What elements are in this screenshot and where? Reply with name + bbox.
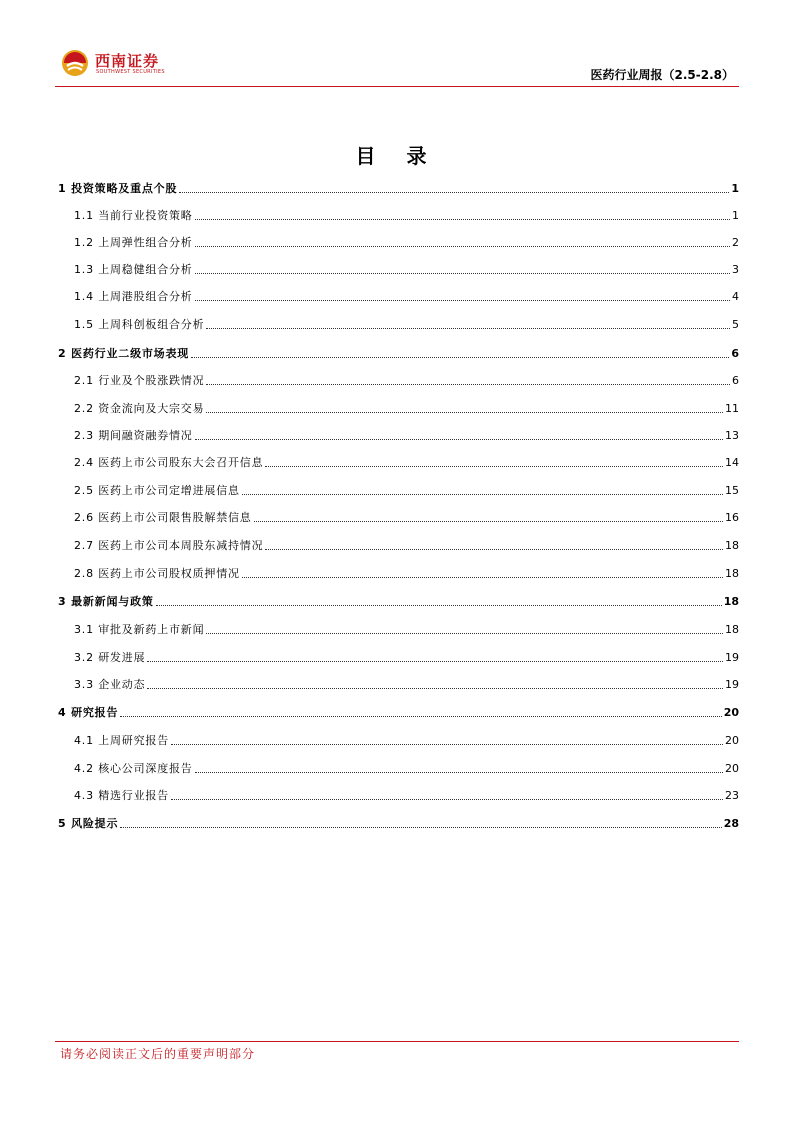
toc-entry[interactable]: [58, 593, 739, 609]
toc-leader-dots: [206, 383, 730, 385]
toc-entry-label: 2.6 医药上市公司限售股解禁信息: [74, 511, 252, 524]
toc-leader-dots: [120, 715, 721, 717]
toc-entry[interactable]: [74, 316, 739, 332]
toc-leader-dots: [195, 272, 730, 274]
header-divider: [55, 86, 739, 87]
toc-entry-page: 18: [725, 623, 739, 636]
toc-entry-page: 20: [723, 706, 739, 719]
toc-entry-page: 28: [723, 817, 739, 830]
toc-entry-label: 1.4 上周港股组合分析: [74, 290, 193, 303]
toc-entry-page: 18: [725, 539, 739, 552]
toc-entry-label: 2.4 医药上市公司股东大会召开信息: [74, 456, 264, 469]
toc-entry-label: 3.2 研发进展: [74, 651, 146, 664]
toc-entry[interactable]: [74, 482, 739, 498]
toc-entry-page: 18: [725, 567, 739, 580]
footer-divider: [55, 1041, 739, 1042]
toc-leader-dots: [242, 493, 723, 495]
toc-entry-page: 19: [725, 678, 739, 691]
toc-leader-dots: [265, 465, 723, 467]
toc-leader-dots: [179, 191, 729, 193]
toc-leader-dots: [195, 771, 723, 773]
toc-entry-label: 2.2 资金流向及大宗交易: [74, 402, 205, 415]
toc-entry[interactable]: [74, 261, 739, 277]
toc-entry[interactable]: [58, 704, 739, 720]
toc-entry[interactable]: [74, 676, 739, 692]
toc-entry[interactable]: [74, 454, 739, 470]
toc-entry-page: 11: [725, 402, 739, 415]
toc-entry-page: 2: [732, 236, 739, 249]
toc-leader-dots: [265, 548, 723, 550]
toc-entry[interactable]: [74, 234, 739, 250]
toc-entry-label: 1.3 上周稳健组合分析: [74, 263, 193, 276]
toc-entry[interactable]: [74, 565, 739, 581]
toc-entry[interactable]: [74, 760, 739, 776]
toc-entry-page: 3: [732, 263, 739, 276]
toc-leader-dots: [147, 660, 723, 662]
toc-entry-page: 6: [731, 347, 739, 360]
toc-entry[interactable]: [74, 787, 739, 803]
toc-entry-label: 2.8 医药上市公司股权质押情况: [74, 567, 240, 580]
logo-emblem-icon: [60, 48, 90, 78]
toc-entry-page: 19: [725, 651, 739, 664]
toc-entry-page: 6: [732, 374, 739, 387]
toc-entry[interactable]: [74, 649, 739, 665]
logo-chinese-name: 西南证券: [95, 52, 160, 70]
toc-entry-label: 3 最新新闻与政策: [58, 595, 154, 608]
toc-entry[interactable]: [74, 288, 739, 304]
toc-entry[interactable]: [74, 732, 739, 748]
toc-entry-label: 4.2 核心公司深度报告: [74, 762, 193, 775]
toc-entry[interactable]: [58, 180, 739, 196]
toc-leader-dots: [195, 218, 730, 220]
toc-leader-dots: [147, 687, 723, 689]
toc-entry-label: 2.1 行业及个股涨跌情况: [74, 374, 205, 387]
toc-entry-label: 2.5 医药上市公司定增进展信息: [74, 484, 240, 497]
toc-entry-page: 13: [725, 429, 739, 442]
toc-entry[interactable]: [74, 372, 739, 388]
toc-entry[interactable]: [74, 621, 739, 637]
toc-entry-label: 3.1 审批及新药上市新闻: [74, 623, 205, 636]
toc-entry[interactable]: [74, 207, 739, 223]
toc-leader-dots: [206, 632, 723, 634]
toc-entry[interactable]: [74, 427, 739, 443]
toc-entry-label: 3.3 企业动态: [74, 678, 146, 691]
toc-leader-dots: [206, 411, 723, 413]
toc-entry[interactable]: [74, 537, 739, 553]
toc-entry-page: 23: [725, 789, 739, 802]
toc-entry-label: 2.7 医药上市公司本周股东减持情况: [74, 539, 264, 552]
toc-entry-label: 4.1 上周研究报告: [74, 734, 169, 747]
toc-entry[interactable]: [74, 400, 739, 416]
toc-entry-label: 1.1 当前行业投资策略: [74, 209, 193, 222]
toc-entry-page: 20: [725, 734, 739, 747]
toc-entry-page: 1: [732, 209, 739, 222]
toc-leader-dots: [171, 743, 723, 745]
toc-entry-page: 14: [725, 456, 739, 469]
toc-entry-label: 1 投资策略及重点个股: [58, 182, 178, 195]
toc-entry[interactable]: [74, 509, 739, 525]
toc-entry-page: 18: [723, 595, 739, 608]
toc-entry-page: 15: [725, 484, 739, 497]
toc-leader-dots: [254, 520, 723, 522]
company-logo: [60, 48, 170, 82]
toc-entry-label: 4 研究报告: [58, 706, 119, 719]
toc-entry-label: 1.5 上周科创板组合分析: [74, 318, 205, 331]
report-title: 医药行业周报（2.5-2.8）: [590, 68, 734, 82]
toc-entry-page: 5: [732, 318, 739, 331]
toc-entry[interactable]: [58, 345, 739, 361]
toc-entry-label: 5 风险提示: [58, 817, 119, 830]
toc-entry-label: 4.3 精选行业报告: [74, 789, 169, 802]
toc-entry[interactable]: [58, 815, 739, 831]
toc-leader-dots: [191, 356, 729, 358]
toc-leader-dots: [206, 327, 730, 329]
toc-leader-dots: [195, 438, 723, 440]
toc-heading: 目 录: [355, 144, 439, 168]
toc-leader-dots: [120, 826, 721, 828]
toc-entry-label: 1.2 上周弹性组合分析: [74, 236, 193, 249]
toc-leader-dots: [171, 798, 723, 800]
toc-entry-page: 1: [731, 182, 739, 195]
toc-leader-dots: [195, 299, 730, 301]
toc-entry-label: 2.3 期间融资融券情况: [74, 429, 193, 442]
toc-entry-page: 20: [725, 762, 739, 775]
toc-entry-label: 2 医药行业二级市场表现: [58, 347, 190, 360]
toc-leader-dots: [195, 245, 730, 247]
logo-english-name: SOUTHWEST SECURITIES: [96, 69, 165, 75]
page-header: [0, 0, 794, 92]
toc-leader-dots: [156, 604, 722, 606]
toc-entry-page: 4: [732, 290, 739, 303]
toc-leader-dots: [242, 576, 723, 578]
footer-notice: 请务必阅读正文后的重要声明部分: [60, 1047, 256, 1061]
toc-entry-page: 16: [725, 511, 739, 524]
